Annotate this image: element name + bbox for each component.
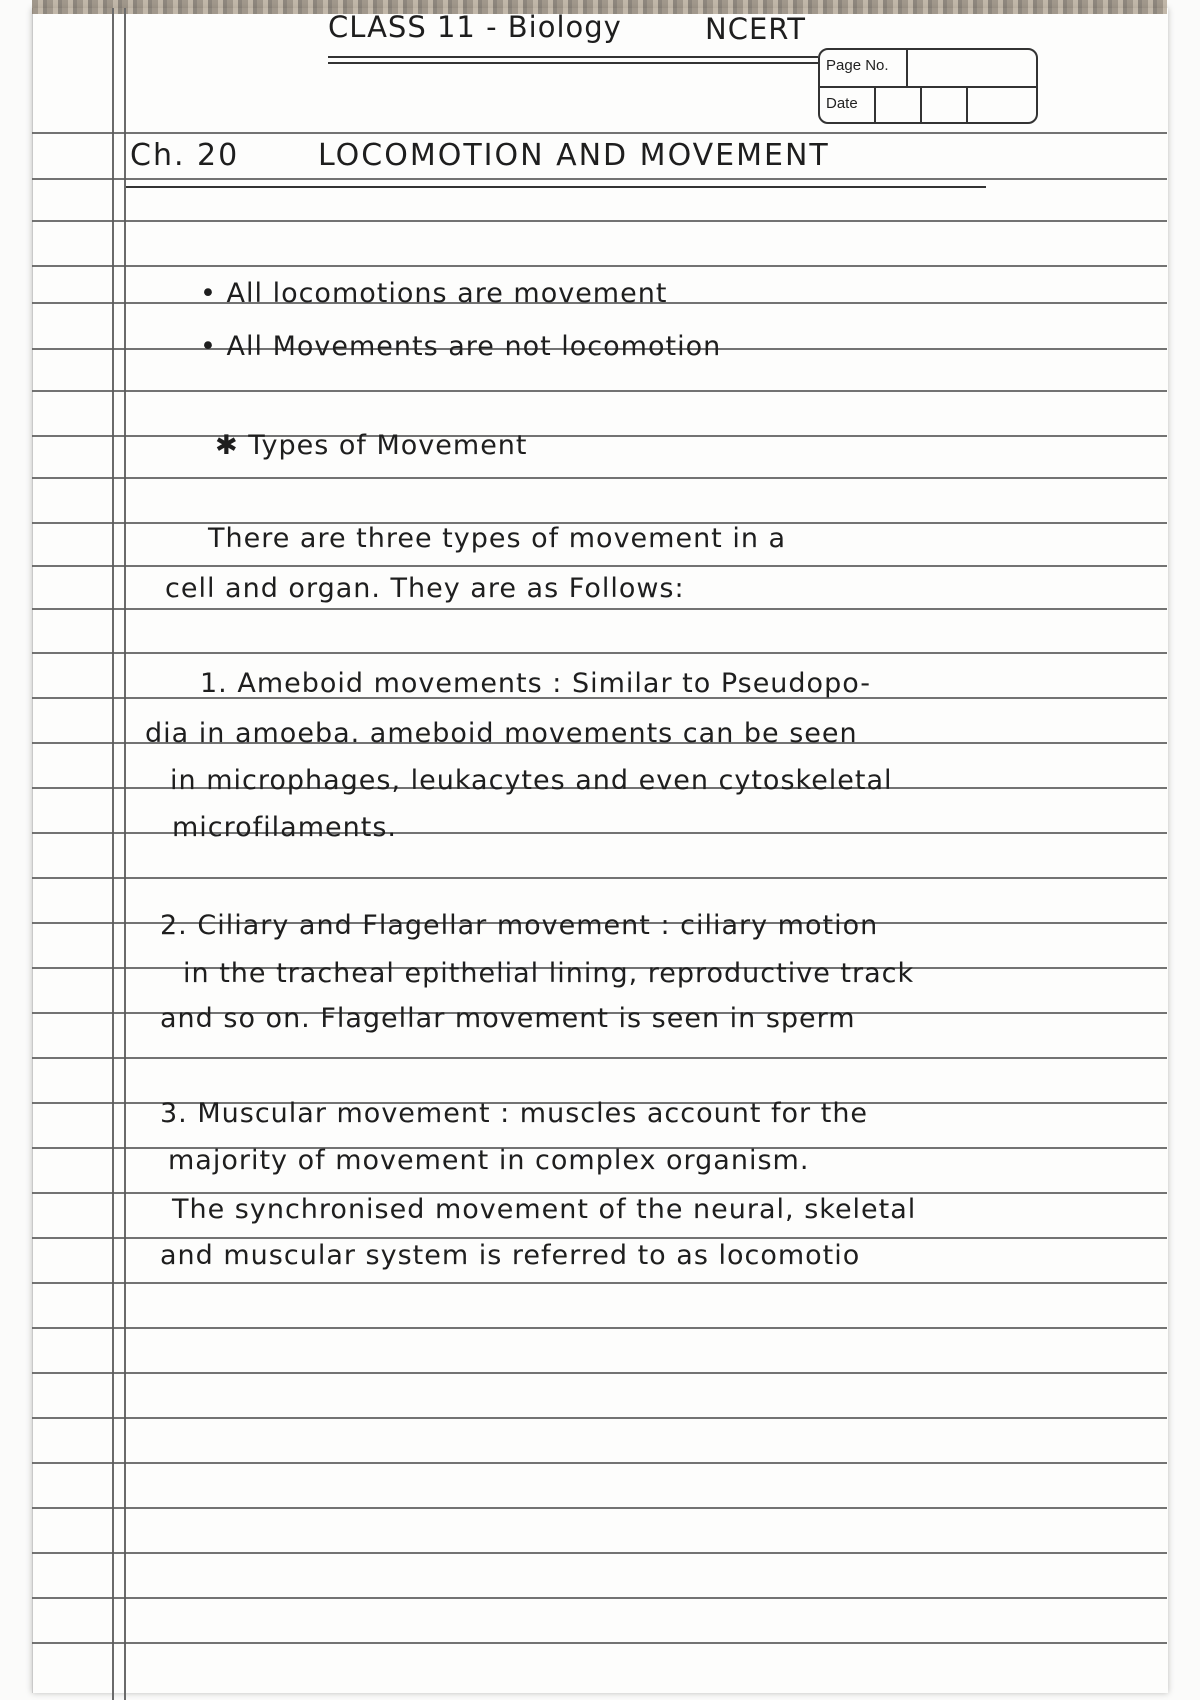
- ruled-line: [32, 877, 1167, 879]
- ruled-line: [32, 1417, 1167, 1419]
- ruled-line: [32, 132, 1167, 134]
- header-underline-2: [328, 62, 818, 64]
- margin-line-left: [112, 8, 114, 1700]
- ruled-line: [32, 1327, 1167, 1329]
- header-underline: [328, 56, 818, 58]
- bullet-1: • All locomotions are movement: [200, 278, 668, 309]
- title-underline: [126, 186, 986, 188]
- header-board: NCERT: [705, 12, 807, 46]
- bullet-1-text: All locomotions are movement: [226, 278, 668, 309]
- item2-line-1: 2. Ciliary and Flagellar movement : ciliary motion: [160, 910, 879, 941]
- chapter-number: Ch. 20: [130, 138, 240, 173]
- paper-sheet: [32, 8, 1168, 1693]
- ruled-line: [32, 265, 1167, 267]
- header-class-label: CLASS 11 - Biology: [328, 10, 622, 44]
- item2-line-3: and so on. Flagellar movement is seen in sperm: [160, 1003, 856, 1034]
- date-row: [820, 86, 1036, 124]
- ruled-line: [32, 390, 1167, 392]
- page-date-box: [818, 48, 1038, 124]
- ruled-line: [32, 1057, 1167, 1059]
- page-no-row: [820, 50, 1036, 86]
- ruled-line: [32, 608, 1167, 610]
- bullet-2-text: All Movements are not locomotion: [226, 331, 722, 362]
- bullet-2: • All Movements are not locomotion: [200, 331, 722, 362]
- box-divider: [966, 88, 968, 124]
- section-heading: ✱ Types of Movement: [215, 430, 528, 461]
- box-divider: [906, 50, 908, 86]
- item3-line-1: 3. Muscular movement : muscles account for the: [160, 1098, 869, 1129]
- ruled-line: [32, 1552, 1167, 1554]
- ruled-line: [32, 1507, 1167, 1509]
- ruled-line: [32, 1282, 1167, 1284]
- margin-line-right: [124, 8, 126, 1700]
- ruled-line: [32, 1372, 1167, 1374]
- box-divider: [920, 88, 922, 124]
- intro-line-2: cell and organ. They are as Follows:: [165, 573, 685, 604]
- item1-line-1: 1. Ameboid movements : Similar to Pseudopo-: [200, 668, 871, 699]
- ruled-line: [32, 1462, 1167, 1464]
- ruled-line: [32, 477, 1167, 479]
- ruled-line: [32, 435, 1167, 437]
- page-no-label: Page No.: [826, 57, 889, 74]
- ruled-line: [32, 178, 1167, 180]
- item1-line-4: microfilaments.: [172, 812, 397, 843]
- item1-line-2: dia in amoeba. ameboid movements can be seen: [145, 718, 858, 749]
- ruled-line: [32, 1597, 1167, 1599]
- date-label: Date: [826, 95, 858, 112]
- item3-line-2: majority of movement in complex organism.: [168, 1145, 810, 1176]
- chapter-title: LOCOMOTION AND MOVEMENT: [318, 138, 830, 173]
- item3-line-3: The synchronised movement of the neural, skeletal: [172, 1194, 917, 1225]
- box-divider: [874, 88, 876, 124]
- item2-line-2: in the tracheal epithelial lining, reproductive track: [183, 958, 915, 989]
- intro-line-1: There are three types of movement in a: [208, 523, 787, 554]
- item3-line-4: and muscular system is referred to as locomotio: [160, 1240, 861, 1271]
- ruled-line: [32, 652, 1167, 654]
- section-heading-text: Types of Movement: [248, 430, 528, 461]
- item1-line-3: in microphages, leukacytes and even cytoskeletal: [170, 765, 893, 796]
- ruled-line: [32, 220, 1167, 222]
- ruled-line: [32, 1237, 1167, 1239]
- ruled-line: [32, 1642, 1167, 1644]
- ruled-line: [32, 565, 1167, 567]
